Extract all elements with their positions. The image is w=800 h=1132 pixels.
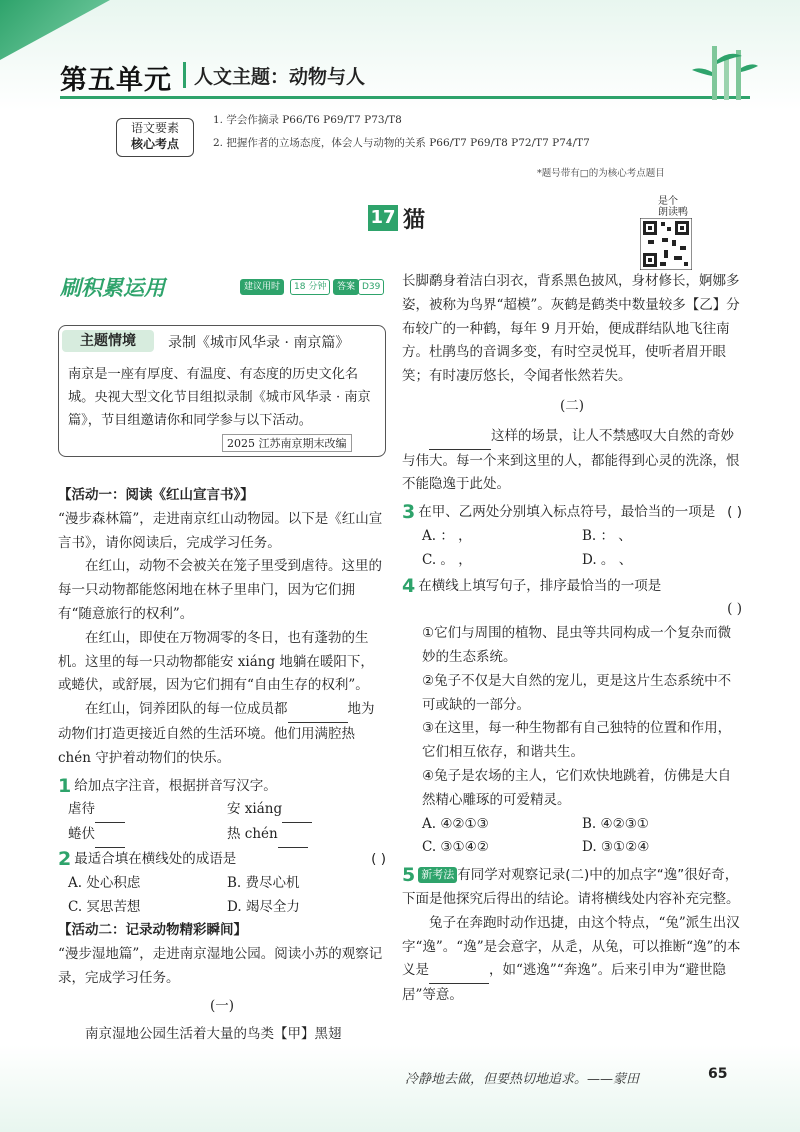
question-4-row-1 [402, 813, 742, 837]
activity-2-intro: “漫步湿地篇”，走进南京湿地公园。阅读小苏的观察记录，完成学习任务。 [58, 946, 383, 986]
time-value: 18 分钟 [290, 279, 330, 295]
q5-blank[interactable] [429, 959, 489, 984]
idiom-blank[interactable] [288, 698, 348, 723]
question-4-row-2 [402, 836, 742, 860]
right-column [402, 270, 742, 1008]
section-title: 刷积累运用 [60, 276, 165, 300]
q4-option-c[interactable]: C. ③①④② [422, 839, 489, 856]
question-2-number: 2 [58, 847, 72, 870]
question-3-number: 3 [402, 501, 416, 524]
scenario-text: 南京是一座有厚度、有温度、有态度的历史文化名城。央视大型文化节目组拟录制《城市风华录 · 南京篇》，节目组邀请你和同学参与以下活动。 [68, 367, 371, 428]
scenario-source: 2025 江苏南京期末改编 [222, 434, 352, 452]
question-3-stem: 在甲、乙两处分别填入标点符号，最恰当的一项是 [418, 504, 716, 521]
bamboo-icon [690, 42, 760, 102]
q1-blank-b[interactable] [282, 798, 312, 823]
activity-1-heading: 【活动一：阅读《红山宣言书》】 [58, 487, 254, 503]
question-4-answer-slot[interactable]: ( ) [727, 601, 742, 618]
unit-theme: 人文主题：动物与人 [194, 66, 366, 88]
q4-sentence-1: ①它们与周围的植物、昆虫等共同构成一个复杂而微妙的生态系统。 [422, 625, 732, 665]
left-column [58, 484, 386, 1046]
question-3-answer-slot[interactable]: ( ) [727, 504, 742, 521]
header-rule [60, 96, 750, 99]
q4-option-b[interactable]: B. ④②③① [582, 815, 649, 832]
unit-title: 第五单元 [60, 65, 172, 96]
q2-option-a[interactable]: A. 处心积虑 [68, 874, 141, 891]
passage-paragraph-2: 在红山，即使在万物凋零的冬日，也有蓬勃的生机。这里的每一只动物都能安 xiáng 地躺在暖阳下，或蜷伏，或舒展，因为它们拥有“自由生存的权利”。 [58, 629, 374, 694]
qr-label [658, 196, 688, 218]
core-point-2: 2. 把握作者的立场态度，体会人与动物的关系 P66/T7 P69/T8 P72/T7 P74/T7 [213, 137, 590, 149]
q5-passage [402, 912, 742, 1008]
question-1 [58, 775, 386, 799]
question-2-answer-slot[interactable]: ( ) [371, 850, 386, 867]
question-4-stem: 在横线上填写句子，排序最恰当的一项是 [418, 577, 662, 594]
q1-item-a: 虐待 [68, 801, 95, 818]
question-3-row-1 [402, 525, 742, 549]
passage-paragraph-1: 在红山，动物不会被关在笼子里受到虐待。这里的每一只动物都能悠闲地在林子里串门，因为它们拥有“随意旅行的权利”。 [58, 558, 382, 622]
time-label: 建议用时 [240, 279, 284, 295]
lesson-title: 猫 [403, 207, 426, 233]
lesson-number: 17 [368, 205, 398, 231]
question-3 [402, 501, 742, 525]
footer-quote: 冷静地去做，但要热切地追求。——蒙田 [405, 1072, 640, 1087]
q3-option-a[interactable]: A. ： ， [422, 527, 472, 544]
q5-passage-part2: ，如“逃逸”“奔逸”。后来引申为“避世隐居”等意。 [402, 962, 727, 1004]
passage-paragraph-4: 南京湿地公园生活着大量的鸟类【甲】黑翅 [85, 1025, 342, 1042]
question-5-stem: 有同学对观察记录(二)中的加点字“逸”很好奇，下面是他探究后得出的结论。请将横线处内容补充完整。 [402, 867, 740, 907]
scenario-tab: 主题情境 [62, 330, 154, 352]
activity-2-heading: 【活动二：记录动物精彩瞬间】 [58, 922, 247, 939]
core-note: *题号带有□的为核心考点题目 [537, 168, 665, 179]
question-1-stem: 给加点字注音，根据拼音写汉字。 [74, 777, 277, 794]
answer-value: D39 [358, 279, 384, 295]
page-number: 65 [708, 1066, 728, 1082]
question-5 [402, 864, 742, 912]
q3-option-b[interactable]: B. ： 、 [582, 527, 632, 544]
core-box-line1: 语文要素 [130, 121, 179, 135]
qr-label-line1: 是个 [658, 196, 678, 207]
q4-option-a[interactable]: A. ④②①③ [422, 815, 489, 832]
qr-label-line2: 朗读鸭 [658, 207, 688, 218]
passage-paragraph-6 [402, 425, 742, 497]
q2-option-b[interactable]: B. 费尽心机 [227, 874, 300, 891]
qr-code-icon[interactable] [640, 218, 692, 270]
activity-1-intro: “漫步森林篇”，走进南京红山动物园。以下是《红山宣言书》，请你阅读后，完成学习任务。 [58, 510, 383, 551]
subsection-2-label: (二) [559, 397, 585, 414]
q2-option-d[interactable]: D. 竭尽全力 [227, 898, 300, 915]
q3-option-d[interactable]: D. 。 、 [582, 551, 633, 568]
q4-sentence-2: ②兔子不仅是大自然的宠儿，更是这片生态系统中不可或缺的一部分。 [422, 672, 732, 713]
question-1-number: 1 [58, 774, 72, 797]
passage-paragraph-3a: 在红山，饲养团队的每一位成员都 [85, 701, 288, 718]
question-2-stem: 最适合填在横线处的成语是 [74, 850, 237, 867]
question-4-number: 4 [402, 574, 416, 597]
unit-separator [183, 62, 186, 88]
q1-item-b: 安 xiáng [227, 801, 283, 818]
q1-blank-a[interactable] [95, 798, 125, 823]
passage-paragraph-3b: 地为动物们打造更接近自然的生活环境。他们用满腔热 chén 守护着动物们的快乐。 [58, 701, 375, 766]
question-4 [402, 575, 742, 599]
sentence-blank[interactable] [429, 425, 491, 450]
q2-option-c[interactable]: C. 冥思苦想 [68, 898, 141, 915]
q4-sentence-4: ④兔子是农场的主人，它们欢快地跳着，仿佛是大自然精心雕琢的可爱精灵。 [422, 767, 732, 808]
question-1-row-2 [58, 823, 386, 848]
passage-paragraph-3 [58, 698, 386, 770]
q1-blank-d[interactable] [278, 823, 308, 848]
question-1-row-1 [58, 798, 386, 823]
new-method-badge: 新考法 [418, 867, 457, 883]
q4-sentence-3: ③在这里，每一种生物都有自己独特的位置和作用，它们相互依存，和谐共生。 [422, 720, 732, 761]
passage-paragraph-6-text: 这样的场景，让人不禁感叹大自然的奇妙与伟大。每一个来到这里的人，都能得到心灵的洗涤，恨不能隐逸于此处。 [402, 427, 740, 493]
passage-paragraph-5: 长脚鹬身着洁白羽衣，背系黑色披风，身材修长，婀娜多姿，被称为鸟界“超模”。灰鹤是鹤类中数量较多【乙】分布较广的一种鹤，每年 9 月开始，便成群结队地飞往南方。杜鹃鸟的音调多变，有时空灵悦耳，使听者眉开眼笑；有时凄厉悠长，令闻者怅然若失。 [402, 273, 740, 385]
q3-option-c[interactable]: C. 。 ， [422, 551, 472, 568]
core-point-1: 1. 学会作摘录 P66/T6 P69/T7 P73/T8 [213, 114, 402, 126]
q4-option-d[interactable]: D. ③①②④ [582, 839, 650, 856]
q1-item-c: 蜷伏 [68, 826, 95, 843]
question-2 [58, 848, 386, 872]
question-4-paren-row [402, 598, 742, 622]
scenario-name: 录制《城市风华录 · 南京篇》 [168, 335, 350, 351]
q1-blank-c[interactable] [95, 823, 125, 848]
question-5-number: 5 [402, 864, 416, 887]
question-2-row-1 [58, 872, 386, 896]
footer-band [0, 1045, 800, 1132]
subsection-1-label: (一) [209, 997, 235, 1014]
question-2-row-2 [58, 896, 386, 920]
q1-item-d: 热 chén [227, 826, 278, 843]
core-points-box [116, 118, 194, 157]
core-box-line2: 核心考点 [130, 137, 179, 151]
q5-passage-part1: 兔子在奔跑时动作迅捷，由这个特点，“兔”派生出汉字“逸”。“逸”是会意字，从辵，从兔，可以推断“逸”的本义是 [402, 914, 741, 979]
answer-label: 答案 [333, 279, 359, 295]
question-3-row-2 [402, 549, 742, 573]
